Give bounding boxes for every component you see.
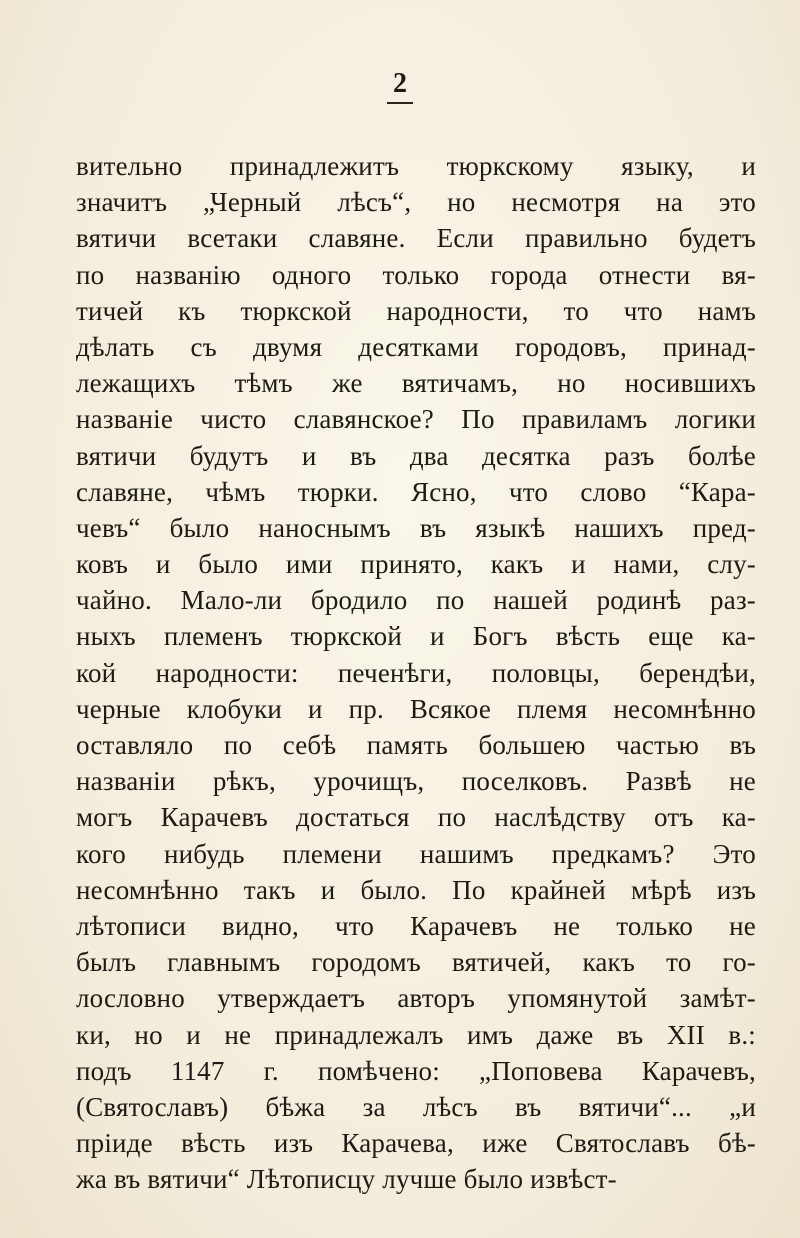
text-line: названіе чисто славянское? По правиламъ логики	[76, 404, 756, 435]
page-number-value: 2	[387, 68, 413, 104]
text-line: былъ главнымъ городомъ вятичей, какъ то го-	[76, 947, 756, 978]
text-line: славяне, чѣмъ тюрки. Ясно, что слово “Кара-	[76, 476, 756, 507]
text-line: лословно утверждаетъ авторъ упомянутой замѣт-	[76, 983, 756, 1014]
text-line: дѣлать съ двумя десятками городовъ, принад-	[76, 331, 756, 362]
text-line: вительно принадлежитъ тюркскому языку, и	[76, 151, 756, 181]
text-line: оставляло по себѣ память большею частью въ	[76, 730, 756, 760]
text-line: пріиде вѣсть изъ Карачева, иже Святославъ бѣ-	[76, 1128, 756, 1159]
text-line: чевъ“ было наноснымъ въ языкѣ нашихъ пред-	[76, 512, 756, 543]
text-line: ки, но и не принадлежалъ имъ даже въ XII в.:	[76, 1019, 756, 1050]
text-line: по названію одного только города отнести вя-	[76, 259, 756, 290]
text-line: вятичи всетаки славяне. Если правильно будетъ	[76, 223, 756, 254]
text-line: (Святославъ) бѣжа за лѣсъ въ вятичи“... „и	[76, 1091, 756, 1122]
text-line: названіи рѣкъ, урочищъ, поселковъ. Развѣ не	[76, 766, 756, 797]
page-number	[0, 68, 800, 104]
text-line: ныхъ племенъ тюркской и Богъ вѣсть еще ка-	[76, 621, 756, 652]
text-line: тичей къ тюркской народности, то что намъ	[76, 295, 756, 326]
text-line: значитъ „Черный лѣсъ“, но несмотря на это	[76, 187, 756, 218]
text-line: жа въ вятичи“ Лѣтописцу лучше было извѣст-	[76, 1164, 617, 1195]
text-line: вятичи будутъ и въ два десятка разъ болѣе	[76, 440, 756, 471]
text-line: кого нибудь племени нашимъ предкамъ? Это	[76, 838, 756, 869]
text-line: ковъ и было ими принято, какъ и нами, слу-	[76, 549, 756, 580]
text-line: черные клобуки и пр. Всякое племя несомнѣнно	[76, 693, 756, 724]
text-line: лежащихъ тѣмъ же вятичамъ, но носившихъ	[76, 368, 756, 399]
text-line: чайно. Мало-ли бродило по нашей родинѣ раз-	[76, 585, 756, 616]
text-line: лѣтописи видно, что Карачевъ не только не	[76, 910, 756, 941]
text-line: несомнѣнно такъ и было. По крайней мѣрѣ изъ	[76, 874, 756, 905]
text-line: могъ Карачевъ достаться по наслѣдству отъ ка-	[76, 802, 756, 833]
text-line: подъ 1147 г. помѣчено: „Поповева Карачевъ,	[76, 1055, 756, 1086]
text-line: кой народности: печенѣги, половцы, берендѣи,	[76, 657, 756, 688]
body-text	[76, 148, 756, 1197]
